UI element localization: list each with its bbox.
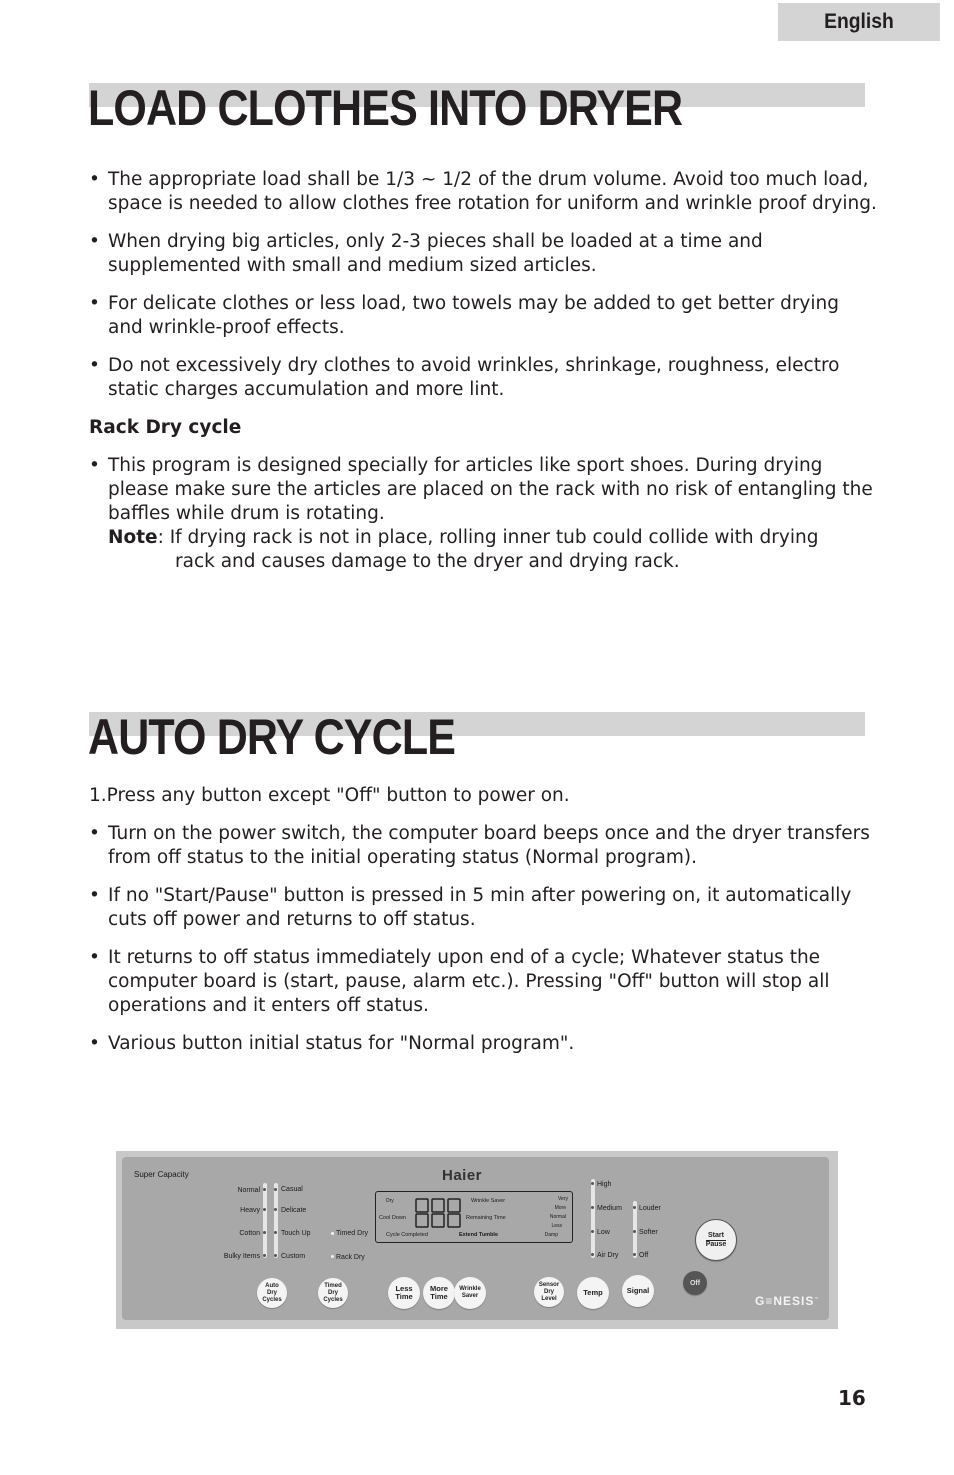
display-label: Extend Tumble — [459, 1232, 499, 1238]
page-number: 16 — [838, 1386, 866, 1410]
bullet-item — [89, 884, 889, 932]
button-label: Signal — [626, 1286, 650, 1295]
bullet-text: It returns to off status immediately upon end of a cycle; Whatever status the computer board is (start, pause, alarm etc.). Pressing "Off" button will stop all operations and it enters off status. — [108, 947, 830, 1016]
section-title-auto-dry: AUTO DRY CYCLE — [88, 709, 456, 765]
start-pause-button[interactable] — [695, 1219, 737, 1261]
button-label: Time — [395, 1292, 413, 1301]
brand-logo: Haier — [442, 1167, 483, 1184]
cycle-option-label: Bulky Items — [223, 1253, 260, 1260]
bullet-dot: • — [89, 947, 100, 968]
bullet-text: Various button initial status for "Normal program". — [108, 1033, 575, 1054]
temp-level-label: Medium — [597, 1205, 622, 1212]
indicator-led — [274, 1231, 277, 1234]
button-label: Cycles — [323, 1296, 343, 1303]
indicator-led — [633, 1230, 636, 1233]
note-text: : If drying rack is not in place, rolling inner tub could collide with drying — [157, 527, 819, 548]
note-label: Note — [108, 527, 158, 548]
signal-level-label: Louder — [639, 1205, 661, 1212]
button-label: Sensor — [538, 1281, 560, 1288]
bullet-dot: • — [89, 169, 100, 190]
button-label: Cycles — [262, 1296, 282, 1303]
numbered-step: 1.Press any button except "Off" button to power on. — [89, 785, 570, 806]
button-label: Dry — [266, 1289, 277, 1296]
temp-level-label: Low — [597, 1229, 610, 1236]
temp-rail — [591, 1179, 595, 1258]
signal-level-label: Softer — [639, 1229, 658, 1236]
bullet-item — [89, 230, 879, 278]
indicator-led — [591, 1206, 594, 1209]
bullet-item — [89, 822, 889, 870]
bullet-text: If no "Start/Pause" button is pressed in 5 min after powering on, it automatically cuts off power and returns to off status. — [108, 885, 852, 930]
cycle-option-label: Custom — [281, 1253, 306, 1260]
genesis-logo-text: G≡NESIS — [755, 1294, 815, 1308]
signal-level-label: Off — [639, 1252, 649, 1259]
bullet-dot: • — [89, 455, 100, 476]
indicator-led — [263, 1254, 266, 1257]
timed-option-label: Rack Dry — [336, 1254, 365, 1261]
indicator-led — [274, 1188, 277, 1191]
note — [89, 526, 879, 574]
auto-dry-body — [89, 784, 889, 1070]
cycle-option-label: Heavy — [240, 1207, 260, 1214]
lcd-display — [375, 1191, 573, 1243]
bullet-dot: • — [89, 823, 100, 844]
button-label: Start — [708, 1232, 724, 1239]
button-label: Time — [430, 1292, 448, 1301]
bullet-dot: • — [89, 355, 100, 376]
button-label: Saver — [461, 1293, 479, 1299]
button-label: Less — [395, 1284, 413, 1293]
bullet-text: Do not excessively dry clothes to avoid wrinkles, shrinkage, roughness, electro static charges accumulation and more lint. — [108, 355, 840, 400]
more-time-button[interactable] — [423, 1277, 455, 1309]
indicator-led — [591, 1182, 594, 1185]
display-label: Dry — [386, 1198, 394, 1204]
button-label: Timed — [324, 1282, 342, 1289]
dryness-level-label: Damp — [544, 1232, 558, 1238]
cycle-option-label: Casual — [281, 1186, 303, 1193]
timed-option-label: Timed Dry — [336, 1230, 369, 1237]
cycle-option-label: Cotton — [239, 1230, 260, 1237]
control-panel-frame — [116, 1151, 838, 1329]
indicator-led — [263, 1208, 266, 1211]
button-label: Level — [541, 1295, 557, 1302]
dryness-level-label: Very — [557, 1196, 568, 1202]
section-title-load-clothes: LOAD CLOTHES INTO DRYER — [88, 80, 683, 136]
cycle-option-label: Delicate — [281, 1207, 307, 1214]
bullet-text: The appropriate load shall be 1/3 ~ 1/2 of the drum volume. Avoid too much load, space is needed to allow clothes free rotation for uniform and wrinkle proof drying. — [108, 169, 877, 214]
display-label: Cycle Completed — [386, 1232, 428, 1238]
bullet-dot: • — [89, 885, 100, 906]
bullet-item — [89, 292, 879, 340]
indicator-led — [633, 1253, 636, 1256]
cycle-rail — [274, 1183, 278, 1258]
capacity-label: Super Capacity — [134, 1170, 189, 1179]
off-button[interactable] — [683, 1271, 707, 1295]
button-label: Pause — [705, 1241, 727, 1248]
auto-dry-cycles-button[interactable] — [257, 1278, 287, 1308]
button-label: Temp — [583, 1288, 603, 1297]
temp-level-label: Air Dry — [597, 1252, 619, 1259]
button-label: Off — [689, 1279, 701, 1287]
display-label: Cool Down — [379, 1215, 406, 1221]
bullet-text: Turn on the power switch, the computer board beeps once and the dryer transfers from off status to the initial operating status (Normal program). — [108, 823, 870, 868]
dryness-level-label: Less — [551, 1223, 562, 1229]
cycle-option-label: Touch Up — [281, 1230, 311, 1237]
indicator-led — [591, 1230, 594, 1233]
seven-segment-digits — [414, 1197, 462, 1229]
indicator-led — [263, 1188, 266, 1191]
dryness-level-label: More — [554, 1205, 566, 1211]
button-label: Auto — [265, 1282, 279, 1289]
indicator-led — [591, 1253, 594, 1256]
bullet-item — [89, 1032, 889, 1056]
button-label: Dry — [543, 1288, 554, 1295]
timed-dry-cycles-button[interactable] — [318, 1278, 348, 1308]
dryness-level-label: Normal — [549, 1214, 566, 1220]
trademark-mark: ™ — [814, 1296, 820, 1301]
bullet-text: This program is designed specially for articles like sport shoes. During drying please make sure the articles are placed on the rack with no risk of entangling the baffles while drum is rotating. — [108, 455, 873, 524]
bullet-text: When drying big articles, only 2-3 pieces shall be loaded at a time and supplemented with small and medium sized articles. — [108, 231, 763, 276]
bullet-dot: • — [89, 231, 100, 252]
indicator-led — [263, 1231, 266, 1234]
bullet-dot: • — [89, 293, 100, 314]
button-label: Wrinkle — [459, 1286, 481, 1292]
load-clothes-body — [89, 168, 879, 593]
indicator-led — [633, 1206, 636, 1209]
subheading-rack-dry: Rack Dry cycle — [89, 417, 242, 438]
language-tab: English — [778, 3, 940, 41]
temp-level-label: High — [597, 1181, 612, 1188]
display-label: Remaining Time — [466, 1215, 506, 1221]
less-time-button[interactable] — [388, 1277, 420, 1309]
button-label: More — [430, 1284, 448, 1293]
indicator-led — [274, 1208, 277, 1211]
genesis-logo — [755, 1294, 819, 1308]
cycle-rail — [263, 1183, 267, 1258]
sensor-dry-level-button[interactable] — [534, 1277, 564, 1307]
indicator-led — [331, 1232, 334, 1235]
control-panel — [122, 1157, 829, 1320]
display-label: Wrinkle Saver — [471, 1198, 506, 1204]
wrinkle-saver-button[interactable] — [454, 1277, 486, 1309]
bullet-text: For delicate clothes or less load, two towels may be added to get better drying and wrinkle-proof effects. — [108, 293, 839, 338]
button-label: Dry — [327, 1289, 338, 1296]
note-text-continued: rack and causes damage to the dryer and drying rack. — [175, 551, 680, 572]
bullet-item — [89, 454, 879, 526]
indicator-led — [274, 1254, 277, 1257]
signal-button[interactable] — [622, 1275, 654, 1307]
temp-button[interactable] — [577, 1277, 609, 1309]
bullet-item — [89, 946, 889, 1018]
bullet-item — [89, 168, 879, 216]
cycle-option-label: Normal — [237, 1187, 260, 1194]
bullet-dot: • — [89, 1033, 100, 1054]
indicator-led — [331, 1255, 334, 1258]
bullet-item — [89, 354, 879, 402]
